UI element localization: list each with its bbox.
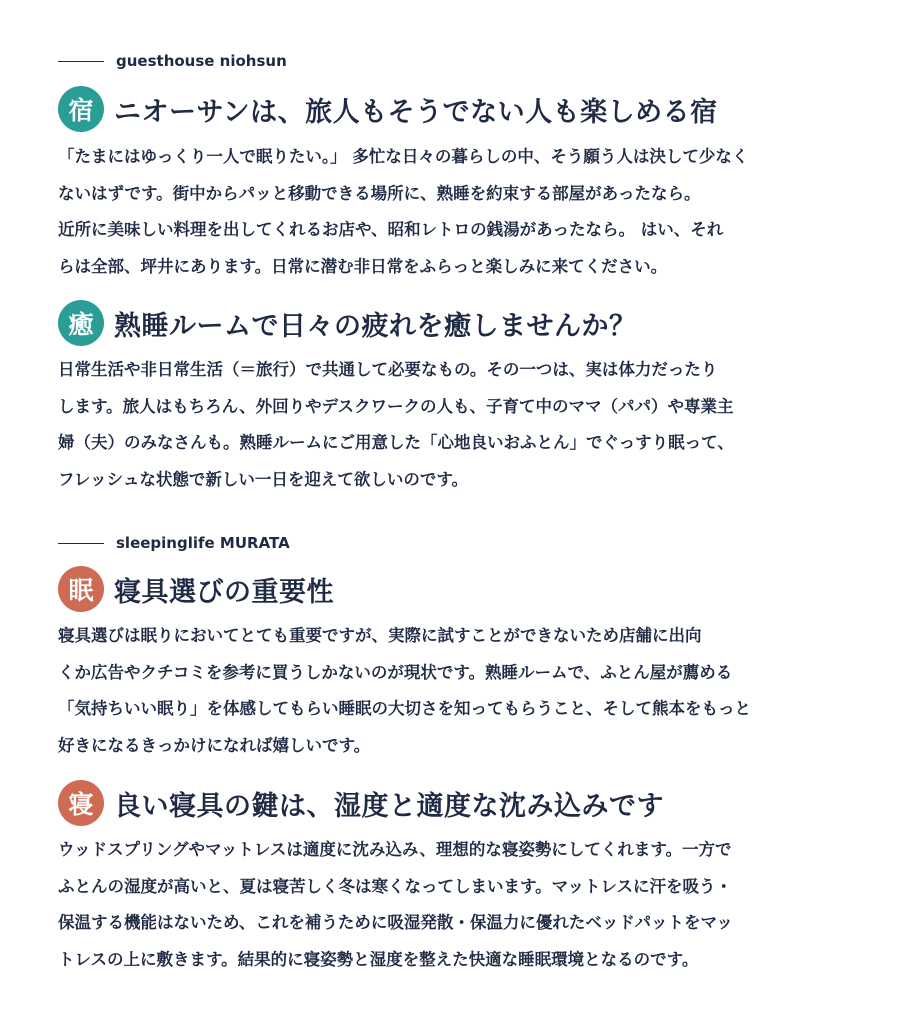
paragraph-line: 婦（夫）のみなさんも。熟睡ルームにご用意した「心地良いおふとん」でぐっすり眠って、 xyxy=(58,433,734,452)
paragraph-line: 近所に美味しい料理を出してくれるお店や、昭和レトロの銭湯があったなら。 はい、それ xyxy=(58,220,724,239)
paragraph-line: ないはずです。街中からパッと移動できる場所に、熟睡を約束する部屋があったなら。 xyxy=(58,183,701,203)
heading-title: 熟睡ルームで日々の疲れを癒しませんか？ xyxy=(114,310,637,342)
paragraph-line: 「気持ちいい眠り」を体感してもらい睡眠の大切さを知ってもらうこと、そして熊本をもっと xyxy=(58,699,751,718)
paragraph-guesthouse xyxy=(58,139,843,285)
paragraph-line: 「たまにはゆっくり一人で眠りたい。」 多忙な日々の暮らしの中、そう願う人は決して少なく xyxy=(58,147,749,166)
heading-bedding-importance xyxy=(58,566,334,612)
paragraph-line: くか広告やクチコミを参考に買うしかないのが現状です。熟睡ルームで、ふとん屋が薦める xyxy=(58,662,733,682)
paragraph-bedding-importance xyxy=(58,618,843,764)
paragraph-bedding-key xyxy=(58,832,843,978)
section-label-text: guesthouse niohsun xyxy=(116,52,287,70)
paragraph-line: フレッシュな状態で新しい一日を迎えて欲しいのです。 xyxy=(58,469,469,489)
heading-title: 良い寝具の鍵は、湿度と適度な沈み込みです xyxy=(114,790,664,822)
paragraph-line: 日常生活や非日常生活（＝旅行）で共通して必要なもの。その一つは、実は体力だったり xyxy=(58,360,718,379)
heading-guesthouse xyxy=(58,86,718,132)
label-rule xyxy=(58,61,104,62)
paragraph-line: 好きになるきっかけになれば嬉しいです。 xyxy=(58,735,371,755)
section-label-guesthouse xyxy=(58,52,287,70)
paragraph-line: らは全部、坪井にあります。日常に潜む非日常をふらっと楽しみに来てください。 xyxy=(58,256,668,276)
badge-icon: 癒 xyxy=(58,300,104,346)
paragraph-line: します。旅人はもちろん、外回りやデスクワークの人も、子育て中のママ（パパ）や専業主 xyxy=(58,396,734,416)
badge-icon: 眠 xyxy=(58,566,104,612)
heading-title: 寝具選びの重要性 xyxy=(114,576,334,608)
paragraph-line: 保温する機能はないため、これを補うために吸湿発散・保温力に優れたベッドパットをマッ xyxy=(58,913,733,932)
badge-icon: 寝 xyxy=(58,780,104,826)
heading-healing xyxy=(58,300,637,346)
section-label-sleepinglife xyxy=(58,534,290,552)
heading-bedding-key xyxy=(58,780,664,826)
paragraph-line: トレスの上に敷きます。結果的に寝姿勢と湿度を整えた快適な睡眠環境となるのです。 xyxy=(58,949,699,969)
paragraph-line: ふとんの湿度が高いと、夏は寝苦しく冬は寒くなってしまいます。マットレスに汗を吸う・ xyxy=(58,876,733,896)
paragraph-healing xyxy=(58,352,843,498)
section-label-text: sleepinglife MURATA xyxy=(116,534,290,552)
paragraph-line: 寝具選びは眠りにおいてとても重要ですが、実際に試すことができないため店舗に出向 xyxy=(58,626,702,645)
badge-icon: 宿 xyxy=(58,86,104,132)
paragraph-line: ウッドスプリングやマットレスは適度に沈み込み、理想的な寝姿勢にしてくれます。一方で xyxy=(58,840,732,859)
heading-title: ニオーサンは、旅人もそうでない人も楽しめる宿 xyxy=(114,96,718,128)
label-rule xyxy=(58,543,104,544)
